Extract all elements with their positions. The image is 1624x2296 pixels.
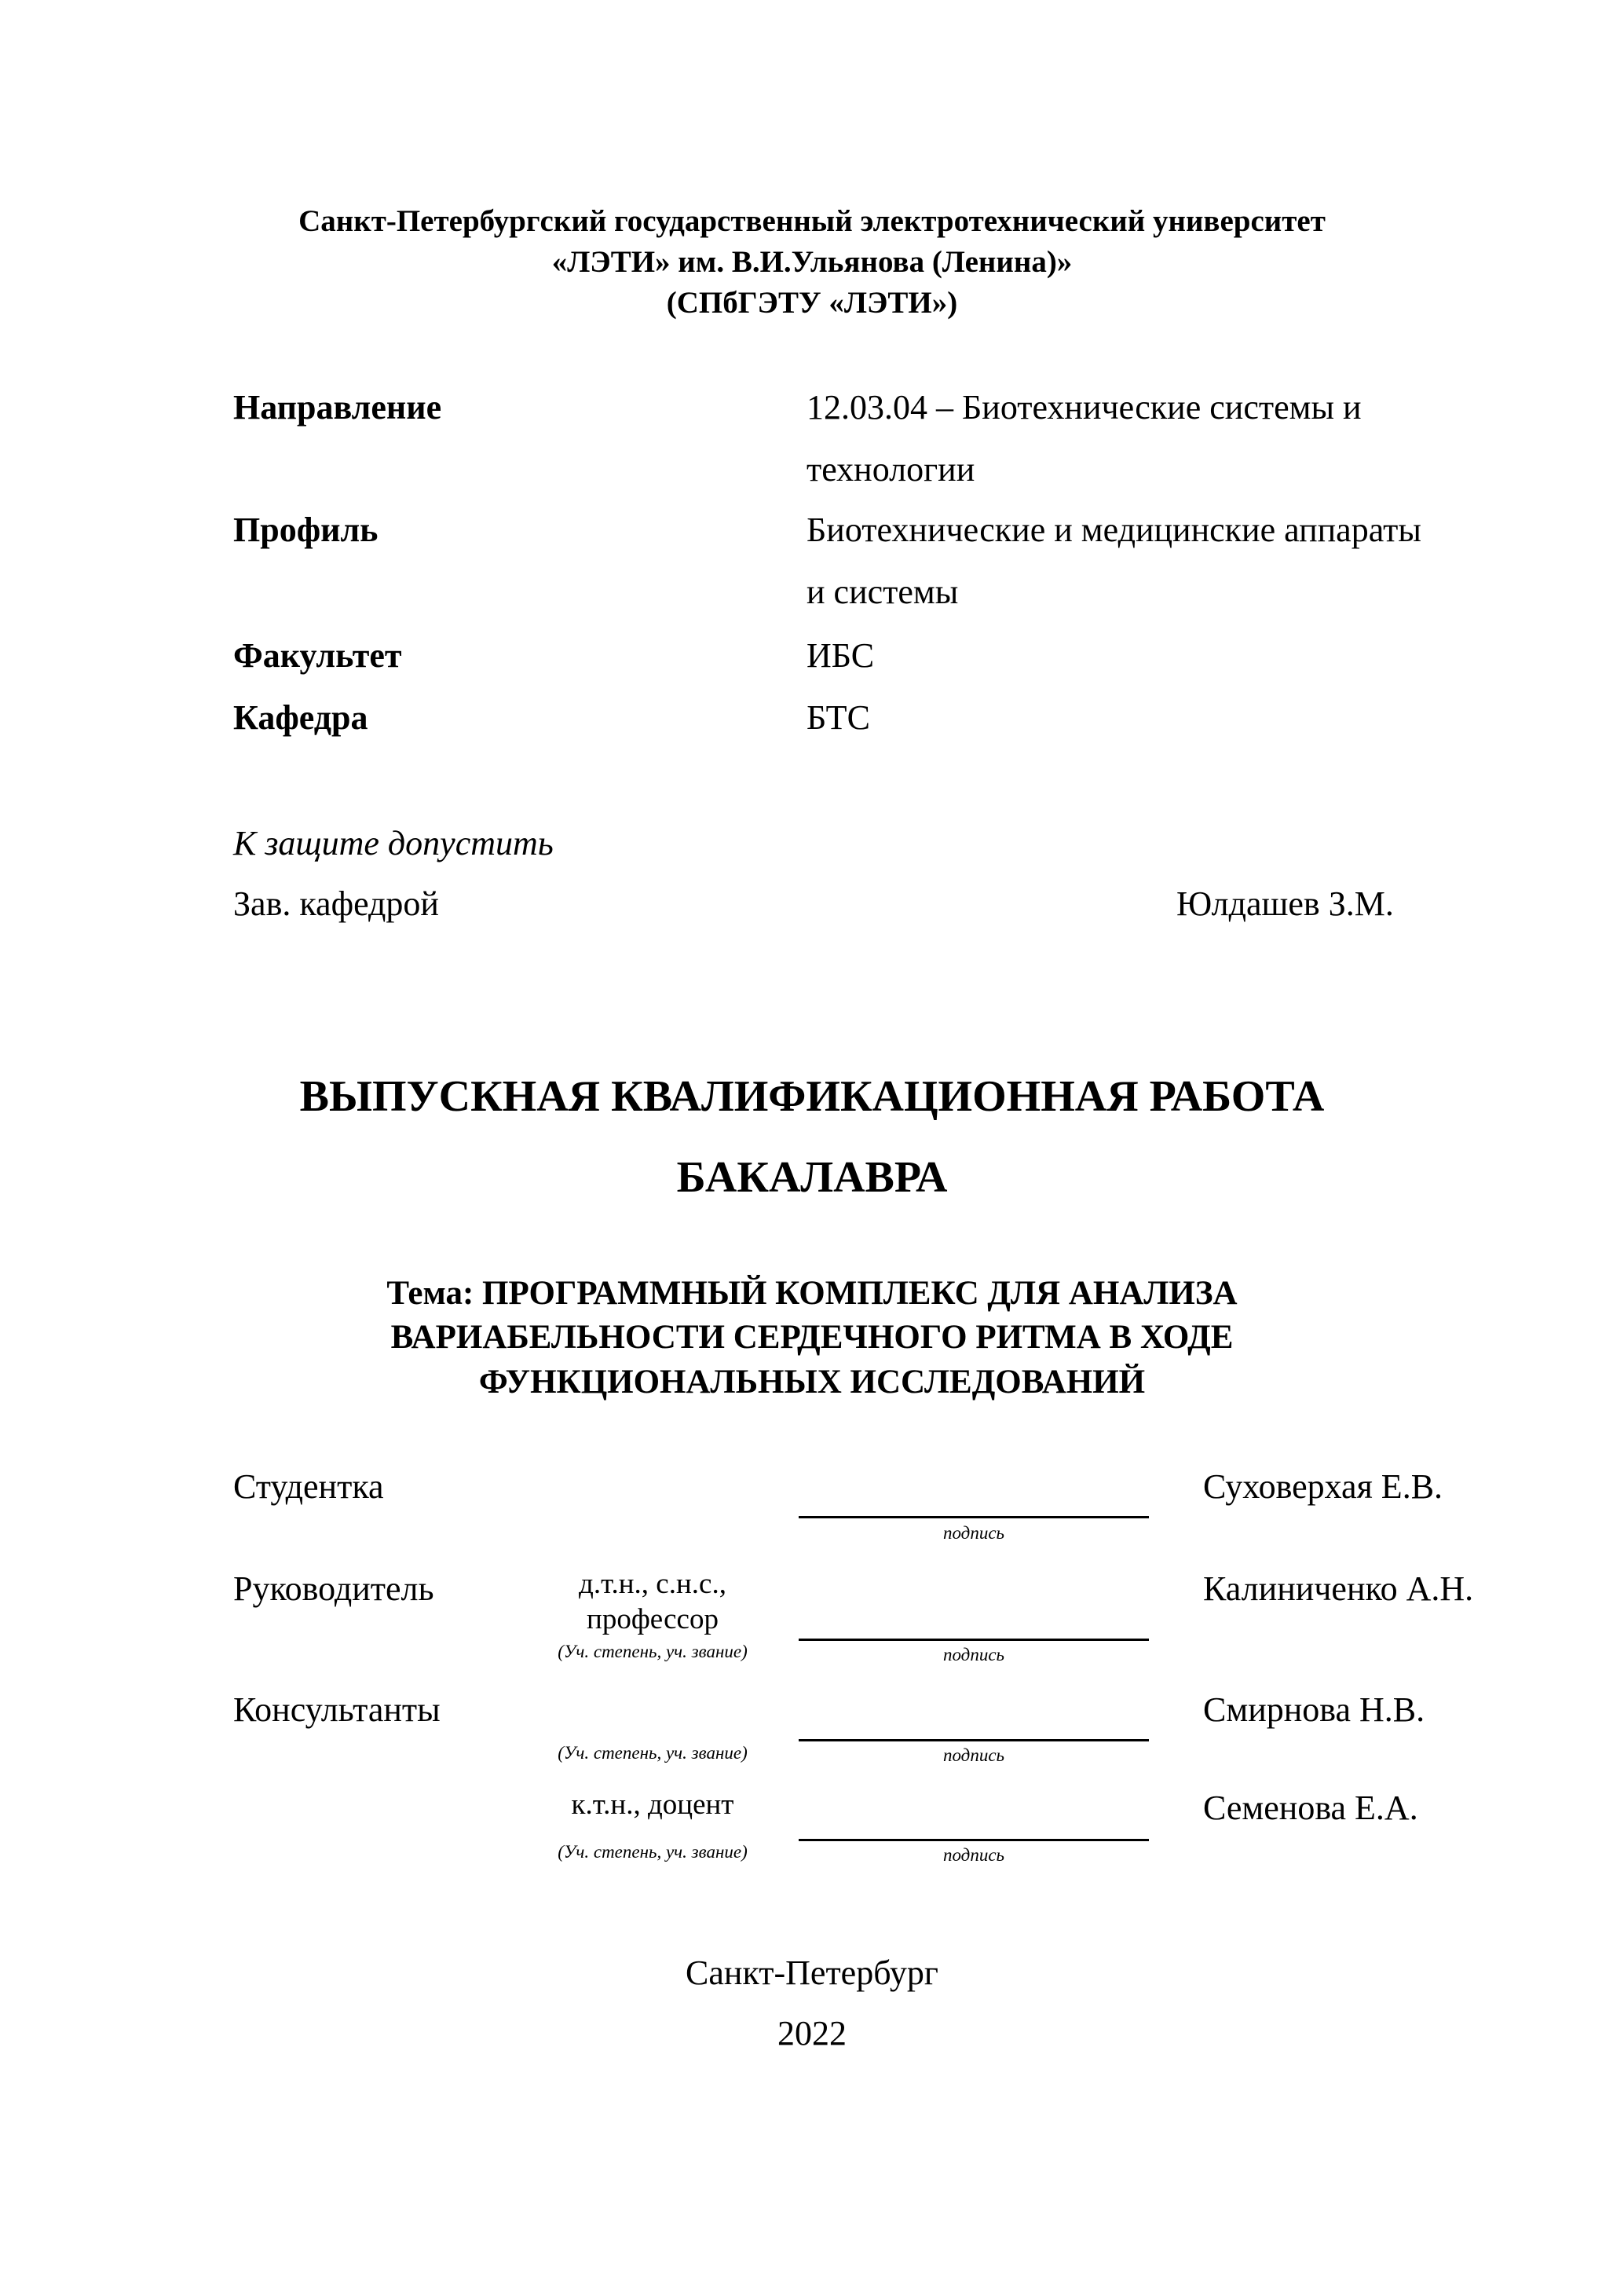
info-value-profile-cont: и системы bbox=[807, 573, 959, 611]
supervisor-title: профессор bbox=[587, 1603, 719, 1635]
info-value-faculty: ИБС bbox=[807, 636, 875, 675]
university-name-line2: «ЛЭТИ» им. В.И.Ульянова (Ленина)» bbox=[551, 245, 1073, 279]
consultant2-degree-caption: (Уч. степень, уч. звание) bbox=[558, 1842, 748, 1862]
footer-city: Санкт-Петербург bbox=[686, 1954, 938, 1992]
consultant1-signature-caption: подпись bbox=[942, 1745, 1004, 1765]
university-name: Санкт-Петербургский государственный электротехнический университет bbox=[298, 204, 1326, 238]
theme-line3: ФУНКЦИОНАЛЬНЫХ ИССЛЕДОВАНИЙ bbox=[478, 1364, 1146, 1401]
student-signature-caption: подпись bbox=[942, 1523, 1004, 1543]
info-label-direction: Направление bbox=[233, 388, 442, 427]
consultant2-signature-line bbox=[799, 1839, 1149, 1841]
info-value-direction: 12.03.04 – Биотехнические системы и bbox=[807, 388, 1362, 427]
consultants-role: Консультанты bbox=[233, 1690, 441, 1729]
info-value-profile: Биотехнические и медицинские аппараты bbox=[807, 511, 1421, 549]
consultant1-degree-caption: (Уч. степень, уч. звание) bbox=[558, 1743, 748, 1763]
theme-line1: Тема: ПРОГРАММНЫЙ КОМПЛЕКС ДЛЯ АНАЛИЗА bbox=[386, 1275, 1238, 1312]
document-title: ВЫПУСКНАЯ КВАЛИФИКАЦИОННАЯ РАБОТА bbox=[299, 1072, 1325, 1121]
info-value-department: БТС bbox=[807, 698, 870, 737]
student-signature-line bbox=[799, 1516, 1149, 1518]
info-value-direction-cont: технологии bbox=[807, 450, 975, 489]
supervisor-role: Руководитель bbox=[233, 1569, 434, 1608]
student-role: Студентка bbox=[233, 1467, 384, 1506]
approval-name: Юлдашев З.М. bbox=[1176, 884, 1394, 923]
consultant1-signature-line bbox=[799, 1739, 1149, 1741]
info-label-profile: Профиль bbox=[233, 511, 379, 549]
footer-year: 2022 bbox=[777, 2014, 847, 2052]
consultant2-signature-caption: подпись bbox=[942, 1845, 1004, 1865]
info-label-department: Кафедра bbox=[233, 698, 368, 737]
supervisor-degree-caption: (Уч. степень, уч. звание) bbox=[558, 1642, 748, 1661]
supervisor-name: Калиниченко А.Н. bbox=[1203, 1569, 1474, 1608]
student-name: Суховерхая Е.В. bbox=[1203, 1467, 1443, 1506]
consultant2-name: Семенова Е.А. bbox=[1203, 1789, 1418, 1827]
info-label-faculty: Факультет bbox=[233, 636, 402, 675]
document-title-line2: БАКАЛАВРА bbox=[676, 1153, 948, 1202]
consultant1-name: Смирнова Н.В. bbox=[1203, 1690, 1425, 1729]
approval-note: К защите допустить bbox=[233, 824, 554, 862]
supervisor-signature-line bbox=[799, 1639, 1149, 1641]
university-abbreviation: (СПбГЭТУ «ЛЭТИ») bbox=[666, 286, 958, 320]
supervisor-signature-caption: подпись bbox=[942, 1645, 1004, 1664]
approval-role: Зав. кафедрой bbox=[233, 884, 439, 923]
theme-line2: ВАРИАБЕЛЬНОСТИ СЕРДЕЧНОГО РИТМА В ХОДЕ bbox=[390, 1319, 1234, 1356]
supervisor-degree: д.т.н., с.н.с., bbox=[579, 1568, 726, 1600]
consultant2-degree: к.т.н., доцент bbox=[571, 1789, 734, 1821]
